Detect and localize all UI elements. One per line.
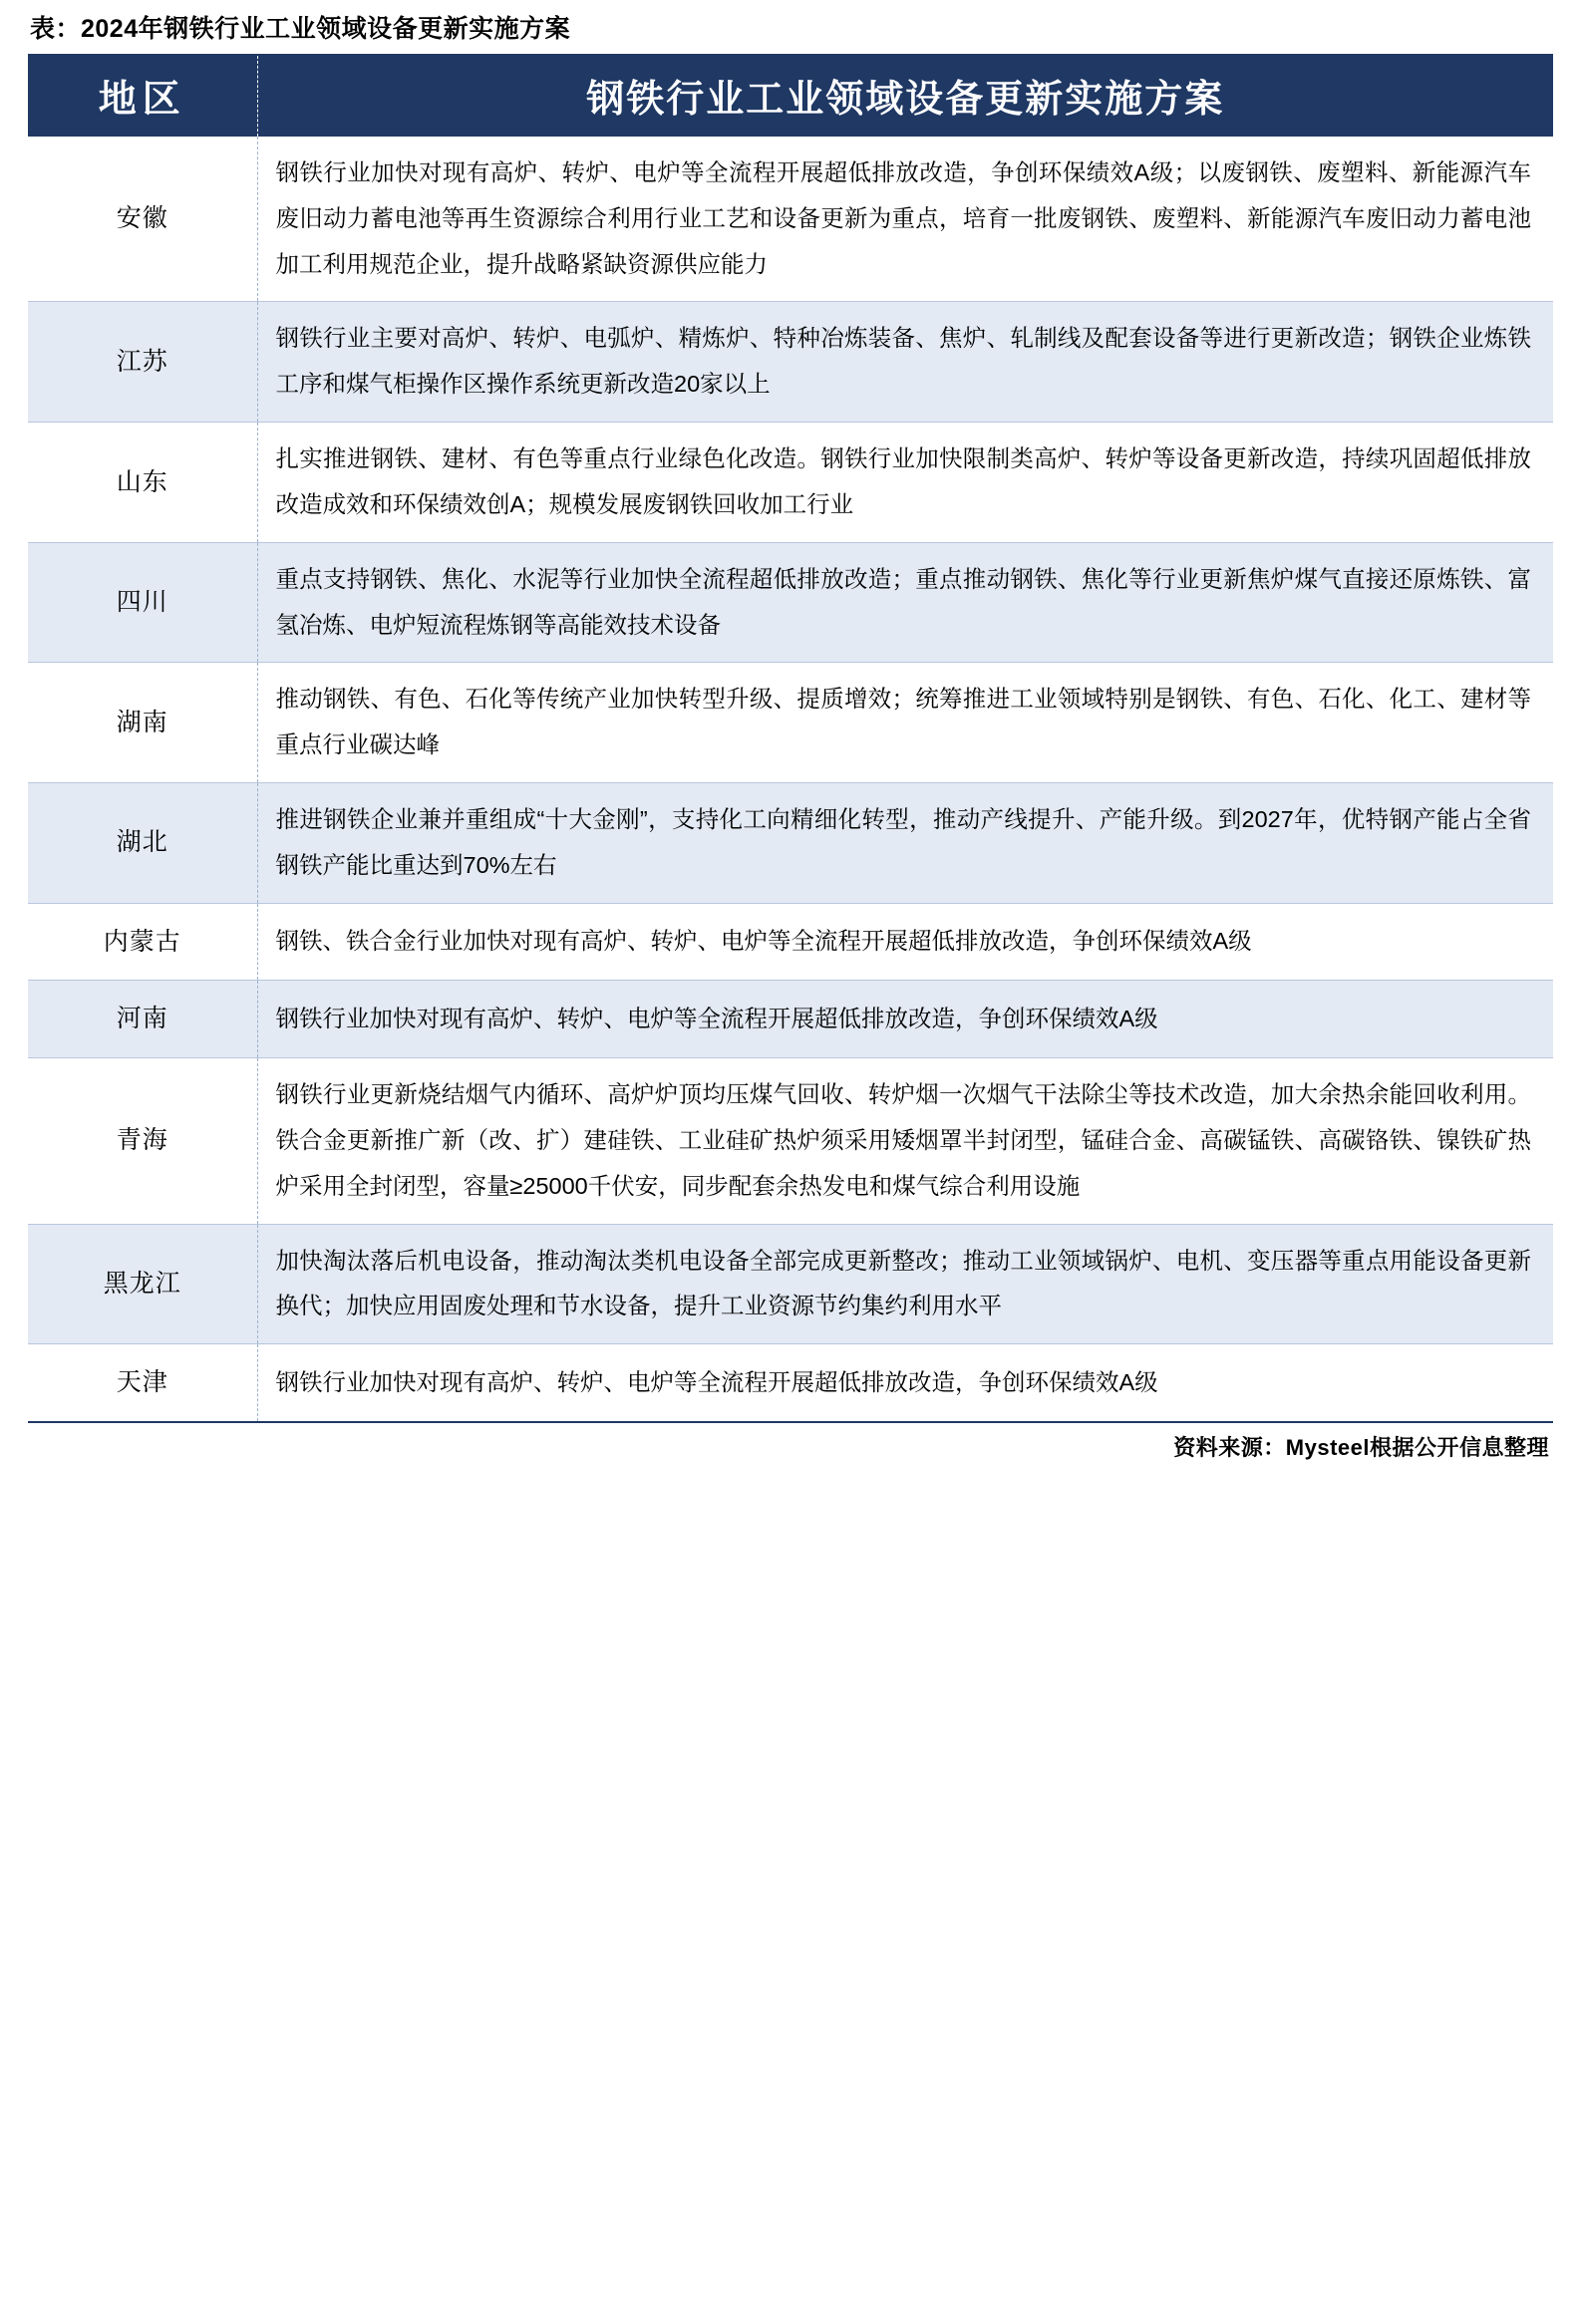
- cell-plan: 钢铁、铁合金行业加快对现有高炉、转炉、电炉等全流程开展超低排放改造，争创环保绩效A级: [257, 903, 1553, 981]
- cell-plan: 推动钢铁、有色、石化等传统产业加快转型升级、提质增效；统筹推进工业领域特别是钢铁、有色、石化、化工、建材等重点行业碳达峰: [257, 663, 1553, 783]
- cell-plan: 加快淘汰落后机电设备，推动淘汰类机电设备全部完成更新整改；推动工业领域锅炉、电机、变压器等重点用能设备更新换代；加快应用固废处理和节水设备，提升工业资源节约集约利用水平: [257, 1224, 1553, 1344]
- cell-plan: 钢铁行业加快对现有高炉、转炉、电炉等全流程开展超低排放改造，争创环保绩效A级: [257, 981, 1553, 1058]
- cell-region: 安徽: [28, 137, 257, 302]
- table-row: [28, 981, 1553, 1058]
- source-note: 资料来源：Mysteel根据公开信息整理: [1173, 1434, 1549, 1460]
- table-row: [28, 903, 1553, 981]
- equipment-update-plan-table: [28, 54, 1553, 1423]
- table-row: [28, 137, 1553, 302]
- cell-region: 内蒙古: [28, 903, 257, 981]
- cell-region: 黑龙江: [28, 1224, 257, 1344]
- cell-plan: 扎实推进钢铁、建材、有色等重点行业绿色化改造。钢铁行业加快限制类高炉、转炉等设备更新改造，持续巩固超低排放改造成效和环保绩效创A；规模发展废钢铁回收加工行业: [257, 423, 1553, 543]
- table-row: [28, 302, 1553, 423]
- cell-region: 江苏: [28, 302, 257, 423]
- table-row: [28, 1224, 1553, 1344]
- cell-region: 四川: [28, 542, 257, 663]
- cell-plan: 钢铁行业加快对现有高炉、转炉、电炉等全流程开展超低排放改造，争创环保绩效A级: [275, 1368, 1158, 1395]
- cell-region: 湖南: [28, 663, 257, 783]
- table-row: [28, 782, 1553, 903]
- cell-plan: 推进钢铁企业兼并重组成“十大金刚”，支持化工向精细化转型，推动产线提升、产能升级。到2027年，优特钢产能占全省钢铁产能比重达到70%左右: [257, 782, 1553, 903]
- column-header-plan: 钢铁行业工业领域设备更新实施方案: [257, 55, 1553, 137]
- cell-region: 青海: [28, 1058, 257, 1224]
- column-header-region: 地区: [28, 55, 257, 137]
- table-header: [28, 55, 1553, 137]
- table-row: [28, 1058, 1553, 1224]
- table-caption: 表：2024年钢铁行业工业领域设备更新实施方案: [30, 15, 571, 43]
- table-body: [28, 137, 1553, 1422]
- cell-plan: 钢铁行业更新烧结烟气内循环、高炉炉顶均压煤气回收、转炉烟一次烟气干法除尘等技术改造，加大余热余能回收利用。铁合金更新推广新（改、扩）建硅铁、工业硅矿热炉须采用矮烟罩半封闭型，锰硅合金、高碳锰铁、高碳铬铁、镍铁矿热炉采用全封闭型，容量≥25000千伏安，同步配套余热发电和煤气综合利用设施: [257, 1058, 1553, 1224]
- cell-plan: 钢铁行业主要对高炉、转炉、电弧炉、精炼炉、特种冶炼装备、焦炉、轧制线及配套设备等进行更新改造；钢铁企业炼铁工序和煤气柜操作区操作系统更新改造20家以上: [257, 302, 1553, 423]
- table-header-row: [28, 55, 1553, 137]
- cell-region: 天津: [28, 1344, 257, 1422]
- cell-region: 山东: [28, 423, 257, 543]
- table-row: [28, 542, 1553, 663]
- table-row: [28, 1344, 1553, 1422]
- cell-plan: 重点支持钢铁、焦化、水泥等行业加快全流程超低排放改造；重点推动钢铁、焦化等行业更新焦炉煤气直接还原炼铁、富氢冶炼、电炉短流程炼钢等高能效技术设备: [257, 542, 1553, 663]
- table-row: [28, 423, 1553, 543]
- table-row: [28, 663, 1553, 783]
- cell-plan: 钢铁行业加快对现有高炉、转炉、电炉等全流程开展超低排放改造，争创环保绩效A级；以废钢铁、废塑料、新能源汽车废旧动力蓄电池等再生资源综合利用行业工艺和设备更新为重点，培育一批废钢铁、废塑料、新能源汽车废旧动力蓄电池加工利用规范企业，提升战略紧缺资源供应能力: [257, 137, 1553, 302]
- cell-region: 河南: [28, 981, 257, 1058]
- cell-region: 湖北: [28, 782, 257, 903]
